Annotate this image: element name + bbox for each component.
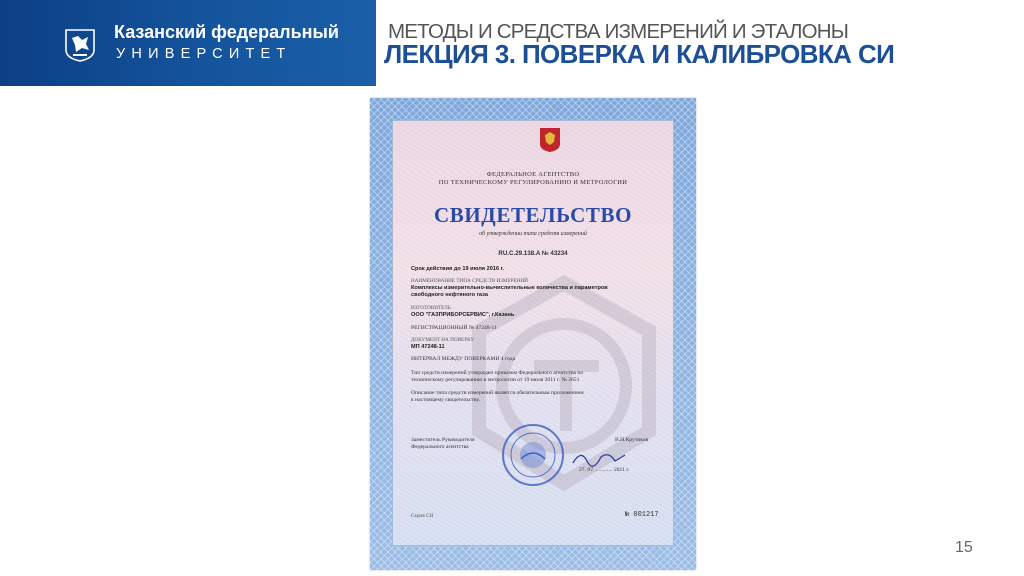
certificate-inner	[392, 120, 674, 546]
manufacturer-value: ООО "ГАЗПРИБОРСЕРВИС", г.Казань	[411, 312, 515, 318]
certificate-image	[370, 98, 696, 570]
serial-number: № 001217	[625, 511, 659, 519]
agency-line1: ФЕДЕРАЛЬНОЕ АГЕНТСТВО	[486, 171, 580, 178]
series-label: Серия СИ	[411, 513, 434, 519]
certificate-number: RU.C.29.138.A № 43234	[498, 250, 568, 257]
signer-title-line2: Федерального агентства	[411, 444, 469, 450]
kfu-emblem-icon	[62, 28, 98, 62]
handwritten-signature	[571, 447, 627, 469]
name-value-line2: свободного нефтяного газа	[411, 292, 488, 298]
description-line1: Описание типа средств измерений является обязательным приложением	[411, 390, 584, 396]
name-value-line1: Комплексы измерительно-вычислительные количества и параметров	[411, 285, 608, 291]
manufacturer-label: ИЗГОТОВИТЕЛЬ	[411, 305, 451, 311]
university-name-line2: УНИВЕРСИТЕТ	[116, 46, 292, 62]
certificate-subtitle: об утверждении типа средств измерений	[479, 231, 587, 237]
lecture-title: ЛЕКЦИЯ 3. ПОВЕРКА И КАЛИБРОВКА СИ	[384, 39, 895, 69]
university-logo-banner	[0, 0, 376, 86]
verification-doc-value: МП 47248-11	[411, 344, 445, 350]
agency-line2: ПО ТЕХНИЧЕСКОМУ РЕГУЛИРОВАНИЮ И МЕТРОЛОГИИ	[438, 179, 628, 186]
name-label: НАИМЕНОВАНИЕ ТИПА СРЕДСТВ ИЗМЕРЕНИЙ	[411, 278, 528, 284]
page-number: 15	[955, 539, 973, 556]
official-seal-stamp	[501, 423, 565, 487]
signature-date: 27. 07. ............ 2011 г.	[579, 467, 630, 473]
approval-line2: техническому регулированию и метрологии от 19 июля 2011 г. № 3651	[411, 377, 580, 383]
course-title: МЕТОДЫ И СРЕДСТВА ИЗМЕРЕНИЙ И ЭТАЛОНЫ	[388, 20, 849, 43]
signer-title-line1: Заместитель Руководителя	[411, 437, 475, 443]
signer-name: В.Н.Крутиков	[615, 437, 649, 443]
description-line2: к настоящему свидетельству.	[411, 397, 480, 403]
university-name-line1: Казанский федеральный	[114, 22, 339, 42]
certificate-title: СВИДЕТЕЛЬСТВО	[433, 203, 633, 227]
approval-line1: Тип средств измерений утвержден приказом Федерального агентства по	[411, 370, 584, 376]
russian-coat-of-arms-icon	[539, 127, 561, 153]
verification-doc-label: ДОКУМЕНТ НА ПОВЕРКУ	[411, 337, 475, 343]
verification-interval: ИНТЕРВАЛ МЕЖДУ ПОВЕРКАМИ 4 года	[411, 356, 516, 362]
validity-text: Срок действия до 19 июля 2016 г.	[411, 266, 504, 272]
registration-number: РЕГИСТРАЦИОННЫЙ № 47248-11	[411, 325, 497, 331]
